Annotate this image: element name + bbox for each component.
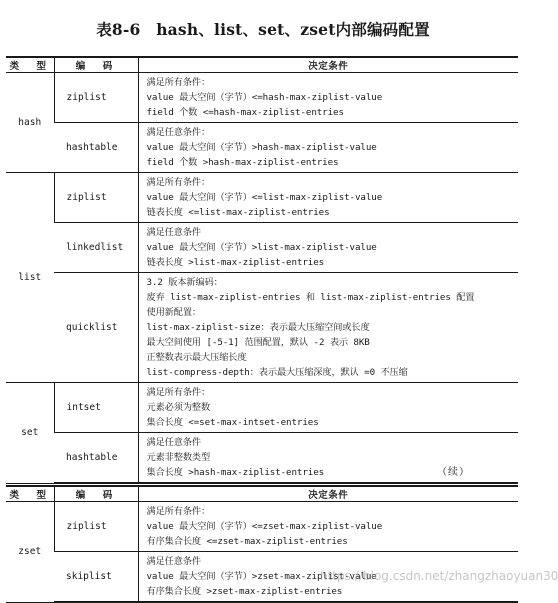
condition-line: 集合长度 >hash-max-ziplist-entries (146, 467, 325, 478)
encoding-cell: hashtable (54, 433, 138, 484)
condition-line: value 最大空间（字节）>list-max-ziplist-value (146, 242, 377, 253)
table-header-row (6, 486, 518, 502)
condition-line: 满足所有条件： (146, 387, 211, 398)
condition-cell (138, 273, 518, 383)
condition-line: 正整数表示最大压缩长度 (146, 352, 247, 363)
encoding-cell: skiplist (54, 552, 138, 603)
condition-line: 满足任意条件 (146, 227, 202, 238)
condition-line: value 最大空间（字节）<=zset-max-ziplist-value (146, 521, 383, 532)
header-encoding: 编 码 (54, 486, 138, 502)
type-cell-list: list (6, 173, 54, 383)
table-header-row (6, 57, 518, 73)
condition-cell (138, 173, 518, 223)
condition-line: value 最大空间（字节）>zset-max-ziplist-value (146, 571, 377, 582)
condition-cell (138, 73, 518, 123)
encoding-cell: intset (54, 383, 138, 433)
table-row (6, 73, 518, 123)
table-title: 表8-6 hash、list、set、zset内部编码配置 (96, 20, 430, 39)
condition-line: 链表长度 <=list-max-ziplist-entries (146, 207, 330, 218)
condition-line: 3.2 版本新编码： (146, 277, 223, 288)
condition-line: list-max-ziplist-size：表示最大压缩空间或长度 (146, 322, 370, 333)
header-type: 类 型 (6, 57, 54, 73)
condition-cell (138, 383, 518, 433)
encoding-table-continued (6, 485, 518, 603)
condition-line: field 个数 >hash-max-ziplist-entries (146, 157, 339, 168)
table-row (6, 273, 518, 383)
condition-line: 有序集合长度 >zset-max-ziplist-entries (146, 586, 343, 597)
encoding-cell: ziplist (54, 73, 138, 123)
condition-line: 满足所有条件： (146, 506, 211, 517)
encoding-table (6, 56, 518, 484)
condition-line: 元素非整数类型 (146, 452, 211, 463)
condition-line: 有序集合长度 <=zset-max-ziplist-entries (146, 536, 348, 547)
condition-line: 最大空间使用 [-5-1] 范围配置，默认 -2 表示 8KB (146, 337, 370, 348)
encoding-cell: ziplist (54, 502, 138, 552)
condition-line: value 最大空间（字节）>hash-max-ziplist-value (146, 142, 377, 153)
condition-line: 使用新配置： (146, 307, 202, 318)
condition-line: 满足任意条件 (146, 437, 202, 448)
condition-line: 元素必须为整数 (146, 402, 211, 413)
condition-line: value 最大空间（字节）<=hash-max-ziplist-value (146, 92, 383, 103)
condition-line: 满足任意条件： (146, 127, 211, 138)
table-row (6, 123, 518, 173)
type-cell-zset: zset (6, 502, 54, 603)
condition-line: value 最大空间（字节）<=list-max-ziplist-value (146, 192, 383, 203)
condition-line: field 个数 <=hash-max-ziplist-entries (146, 107, 344, 118)
table-row (6, 223, 518, 273)
condition-cell (138, 502, 518, 552)
encoding-cell: hashtable (54, 123, 138, 173)
condition-cell (138, 223, 518, 273)
table-row (6, 383, 518, 433)
encoding-cell: quicklist (54, 273, 138, 383)
condition-line: 满足任意条件 (146, 556, 202, 567)
watermark: https://blog.csdn.net/zhangzhaoyuan30 (320, 569, 558, 583)
condition-cell (138, 123, 518, 173)
type-cell-hash: hash (6, 73, 54, 173)
encoding-cell: ziplist (54, 173, 138, 223)
header-encoding: 编 码 (54, 57, 138, 73)
condition-line: 满足所有条件： (146, 177, 211, 188)
type-cell-set: set (6, 383, 54, 484)
condition-line: 废弃 list-max-ziplist-entries 和 list-max-ziplist-entries 配置 (146, 292, 475, 303)
condition-line: list-compress-depth：表示最大压缩深度，默认 =0 不压缩 (146, 367, 408, 378)
header-condition: 决定条件 (138, 486, 518, 502)
encoding-cell: linkedlist (54, 223, 138, 273)
condition-line: 链表长度 >list-max-ziplist-entries (146, 257, 325, 268)
table-row (6, 173, 518, 223)
condition-line: 集合长度 <=set-max-intset-entries (146, 417, 319, 428)
header-type: 类 型 (6, 486, 54, 502)
condition-line: 满足所有条件： (146, 77, 211, 88)
table-row (6, 502, 518, 552)
header-condition: 决定条件 (138, 57, 518, 73)
continued-label: （续） (437, 467, 470, 478)
